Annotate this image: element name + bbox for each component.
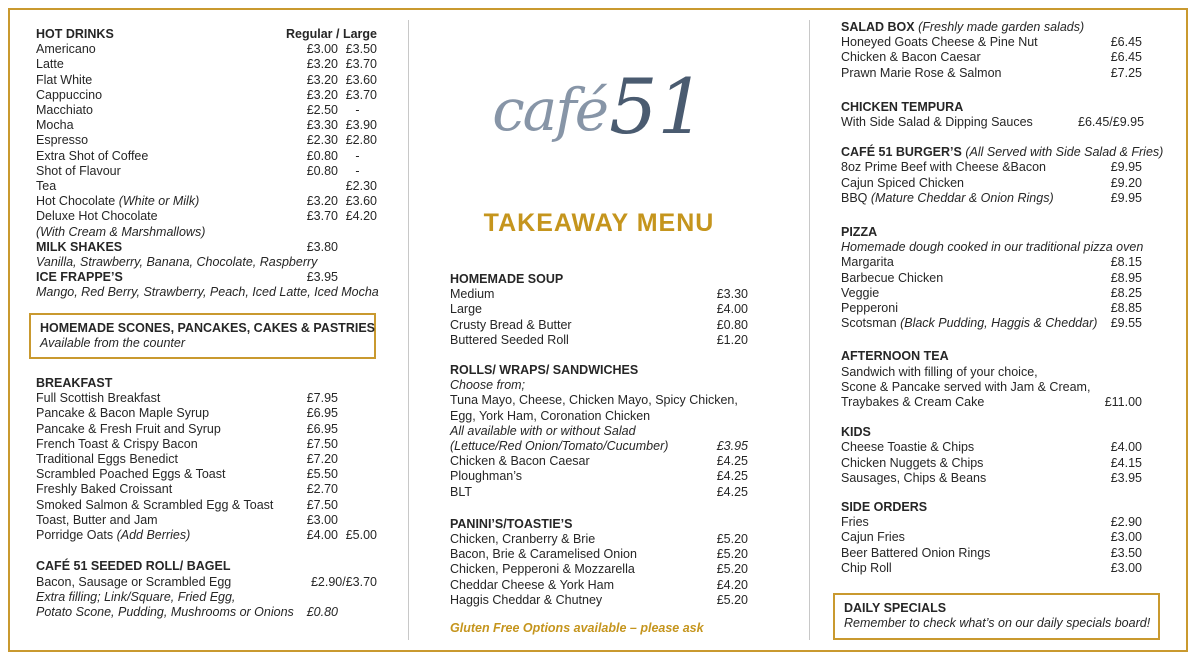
section-title-row: [841, 20, 1142, 35]
item-price: [338, 513, 377, 528]
item-name: Potato Scone, Pudding, Mushrooms or Onions: [36, 604, 294, 619]
item-name: Fries: [841, 515, 869, 530]
section-title: CHICKEN TEMPURA: [841, 99, 964, 114]
item-price: [338, 482, 377, 497]
menu-section: [36, 240, 377, 270]
menu-item-row: [841, 440, 1142, 455]
item-price: £3.30: [716, 287, 748, 302]
item-price: £5.50: [306, 467, 338, 482]
menu-item-row: [450, 547, 748, 562]
section-title-row: [36, 376, 377, 391]
item-name: Chicken & Bacon Caesar: [841, 50, 981, 65]
item-name: Cheese Toastie & Chips: [841, 440, 975, 455]
item-name: Extra Shot of Coffee: [36, 148, 149, 163]
item-price: £3.50: [345, 42, 377, 57]
section-title: HOMEMADE SCONES, PANCAKES, CAKES & PASTRIES: [40, 320, 375, 335]
menu-item-row: [841, 271, 1142, 286]
item-name: Deluxe Hot Chocolate: [36, 209, 158, 224]
menu-section: [841, 425, 1142, 486]
item-price: £5.20: [716, 562, 748, 577]
menu-item-row: [450, 424, 748, 439]
middle-sections: [450, 272, 748, 636]
item-name: Toast, Butter and Jam: [36, 512, 158, 527]
spacer: [122, 240, 292, 255]
item-name: Macchiato: [36, 103, 93, 118]
item-price: £9.95: [1110, 160, 1142, 175]
item-price: -: [355, 103, 360, 118]
menu-section: [36, 559, 377, 620]
menu-item-row: [36, 118, 377, 133]
menu-item-row: [450, 287, 748, 302]
spacer: [123, 270, 292, 285]
item-price: [338, 422, 377, 437]
menu-item-row: [36, 482, 377, 497]
section-title: MILK SHAKES: [36, 239, 123, 254]
item-price: £7.20: [306, 452, 338, 467]
item-name: 8oz Prime Beef with Cheese &Bacon: [841, 160, 1046, 175]
menu-item-row: [841, 380, 1142, 395]
section-title-note: (Freshly made garden salads): [914, 20, 1085, 34]
menu-item-row: [844, 616, 1149, 631]
item-price: £3.95: [1110, 470, 1142, 485]
item-name: Large: [450, 302, 482, 317]
item-name: Honeyed Goats Cheese & Pine Nut: [841, 35, 1038, 50]
item-name: (Lettuce/Red Onion/Tomato/Cucumber): [450, 439, 669, 454]
section-title-row: [841, 100, 1142, 115]
section-title: KIDS: [841, 425, 871, 440]
item-name: Chicken, Pepperoni & Mozzarella: [450, 562, 635, 577]
item-price: £3.95: [716, 439, 748, 454]
item-name: Scotsman (Black Pudding, Haggis & Cheddar): [841, 316, 1098, 331]
menu-item-row: [36, 164, 377, 179]
menu-item-row: [450, 318, 748, 333]
takeaway-menu-title: TAKEAWAY MENU: [483, 209, 715, 237]
item-price: £8.15: [1110, 255, 1142, 270]
item-name: Flat White: [36, 72, 93, 87]
item-price: £0.80: [716, 317, 748, 332]
item-name: Mango, Red Berry, Strawberry, Peach, Iced Latte, Iced Mocha: [36, 285, 379, 300]
menu-section: [450, 272, 748, 348]
menu-item-row: [36, 422, 377, 437]
item-price: £3.20: [306, 57, 338, 72]
item-name: Beer Battered Onion Rings: [841, 545, 991, 560]
menu-item-row: [841, 191, 1142, 206]
menu-item-row: [841, 176, 1142, 191]
menu-section: [29, 313, 376, 359]
menu-item-row: [450, 393, 748, 408]
section-title: CAFÉ 51 BURGER’S: [841, 145, 962, 160]
item-price: £3.00: [1110, 530, 1142, 545]
item-price: £5.20: [716, 592, 748, 607]
menu-item-row: [841, 115, 1145, 130]
item-name: Margarita: [841, 255, 894, 270]
section-title: HOT DRINKS: [36, 27, 114, 41]
menu-item-row: [841, 365, 1142, 380]
menu-item-row: [450, 593, 748, 608]
item-name: Pepperoni: [841, 301, 898, 316]
menu-section: [841, 349, 1142, 410]
item-note: (Mature Cheddar & Onion Rings): [867, 190, 1054, 205]
menu-item-row: [450, 485, 748, 500]
menu-section: [841, 145, 1164, 206]
menu-item-row: [841, 546, 1142, 561]
menu-item-row: [450, 378, 748, 393]
item-price: £1.20: [716, 332, 748, 347]
item-name: Sandwich with filling of your choice,: [841, 364, 1038, 379]
item-name: Crusty Bread & Butter: [450, 317, 572, 332]
item-name: Sausages, Chips & Beans: [841, 470, 987, 485]
item-name: Chicken & Bacon Caesar: [450, 454, 590, 469]
item-name: Hot Chocolate (White or Milk): [36, 194, 200, 209]
item-price: £7.95: [306, 391, 338, 406]
section-title-row: [841, 145, 1164, 160]
menu-section: [36, 27, 377, 240]
item-name: Cajun Fries: [841, 530, 905, 545]
section-title: BREAKFAST: [36, 376, 113, 391]
item-name: Tuna Mayo, Cheese, Chicken Mayo, Spicy Chicken,: [450, 393, 738, 408]
item-price: [292, 179, 338, 194]
menu-item-row: [36, 225, 377, 240]
left-column: [36, 27, 377, 620]
column-divider-right: [809, 20, 810, 640]
item-price: £0.80: [306, 148, 338, 163]
section-title: PIZZA: [841, 225, 878, 240]
item-price: £3.00: [1110, 560, 1142, 575]
item-price: £8.25: [1110, 285, 1142, 300]
column-divider-left: [408, 20, 409, 640]
menu-item-row: [450, 562, 748, 577]
item-price: £4.00: [716, 302, 748, 317]
item-price: £6.45/£9.95: [1078, 115, 1145, 130]
item-price: £7.50: [306, 436, 338, 451]
item-price: £6.45: [1110, 50, 1142, 65]
menu-item-row: [36, 73, 377, 88]
section-title-row: [841, 500, 1142, 515]
menu-item-row: [36, 57, 377, 72]
item-price: £6.95: [306, 406, 338, 421]
item-price: £5.00: [345, 528, 377, 543]
item-price: £3.20: [306, 194, 338, 209]
item-price: [338, 270, 377, 285]
item-name: BLT: [450, 484, 472, 499]
item-note: (Black Pudding, Haggis & Cheddar): [896, 316, 1098, 331]
item-name: (With Cream & Marshmallows): [36, 224, 206, 239]
item-name: Americano: [36, 42, 96, 57]
item-price: £3.70: [306, 209, 338, 224]
item-price: £9.20: [1110, 175, 1142, 190]
menu-section: [841, 225, 1142, 331]
item-price: [338, 498, 377, 513]
menu-item-row: [36, 88, 377, 103]
item-price: £7.25: [1110, 65, 1142, 80]
section-title: DAILY SPECIALS: [844, 601, 947, 616]
item-price: £3.20: [306, 87, 338, 102]
item-name: Extra filling; Link/Square, Fried Egg,: [36, 589, 236, 604]
section-title: ROLLS/ WRAPS/ SANDWICHES: [450, 363, 639, 378]
logo-51-text: 51: [609, 61, 706, 151]
menu-item-row: [36, 103, 377, 118]
item-price: [338, 391, 377, 406]
menu-item-row: [841, 240, 1142, 255]
menu-section: [833, 593, 1160, 639]
item-name: Homemade dough cooked in our traditional pizza oven: [841, 240, 1144, 255]
item-name: Bacon, Sausage or Scrambled Egg: [36, 574, 232, 589]
menu-item-row: [841, 316, 1142, 331]
item-price: £4.00: [306, 528, 338, 543]
item-price: £5.20: [716, 547, 748, 562]
menu-item-row: [36, 391, 377, 406]
item-name: Cajun Spiced Chicken: [841, 175, 964, 190]
item-name: Remember to check what’s on our daily specials board!: [844, 616, 1151, 631]
menu-section: [36, 376, 377, 543]
item-price: £11.00: [1104, 395, 1142, 410]
menu-section: [450, 517, 748, 608]
item-name: Pancake & Fresh Fruit and Syrup: [36, 421, 221, 436]
item-price: £9.55: [1110, 316, 1142, 331]
item-name: Medium: [450, 287, 495, 302]
menu-item-row: [36, 194, 377, 209]
item-name: Buttered Seeded Roll: [450, 332, 569, 347]
item-price: £5.20: [716, 532, 748, 547]
menu-item-row: [40, 336, 365, 351]
item-price: £4.15: [1110, 455, 1142, 470]
item-name: Smoked Salmon & Scrambled Egg & Toast: [36, 497, 274, 512]
menu-item-row: [36, 406, 377, 421]
section-title-row: [36, 559, 377, 574]
item-price: £3.50: [1110, 545, 1142, 560]
item-price: £8.85: [1110, 301, 1142, 316]
item-name: Freshly Baked Croissant: [36, 482, 173, 497]
item-price: £2.80: [345, 133, 377, 148]
right-column: [841, 20, 1164, 640]
menu-section: [450, 363, 748, 500]
item-name: Barbecue Chicken: [841, 270, 944, 285]
menu-item-row: [450, 469, 748, 484]
item-price: £6.45: [1110, 35, 1142, 50]
menu-item-row: [841, 395, 1142, 410]
item-price: £3.95: [306, 270, 338, 285]
item-price: £7.50: [306, 497, 338, 512]
item-name: Haggis Cheddar & Chutney: [450, 592, 603, 607]
menu-item-row: [36, 437, 377, 452]
item-name: Scone & Pancake served with Jam & Cream,: [841, 379, 1091, 394]
item-name: French Toast & Crispy Bacon: [36, 436, 198, 451]
item-price: £3.90: [345, 118, 377, 133]
menu-item-row: [450, 409, 748, 424]
menu-item-row: [36, 590, 377, 605]
item-price: [338, 437, 377, 452]
item-price: £2.90/£3.70: [310, 574, 377, 589]
item-name: Egg, York Ham, Coronation Chicken: [450, 408, 651, 423]
menu-item-row: [36, 575, 377, 590]
item-price: £3.60: [345, 194, 377, 209]
item-price: [338, 406, 377, 421]
item-name: Ploughman’s: [450, 469, 523, 484]
section-title-row: [450, 272, 748, 287]
section-title-row: [841, 425, 1142, 440]
menu-section: [841, 99, 1145, 130]
item-price: £3.00: [306, 512, 338, 527]
item-name: Porridge Oats (Add Berries): [36, 528, 191, 543]
middle-column: [450, 24, 748, 636]
section-title: HOMEMADE SOUP: [450, 272, 564, 286]
menu-item-row: [36, 513, 377, 528]
item-name: Bacon, Brie & Caramelised Onion: [450, 547, 637, 562]
item-name: With Side Salad & Dipping Sauces: [841, 115, 1033, 130]
menu-item-row: [450, 532, 748, 547]
menu-item-row: [841, 530, 1142, 545]
item-price: £4.00: [1110, 440, 1142, 455]
price-columns-header: Regular / Large: [286, 27, 377, 41]
section-title: SALAD BOX: [841, 20, 915, 34]
menu-item-row: [841, 255, 1142, 270]
item-price: -: [355, 148, 360, 163]
menu-item-row: [841, 286, 1142, 301]
item-name: Vanilla, Strawberry, Banana, Chocolate, Raspberry: [36, 255, 318, 270]
item-price: £2.90: [1110, 515, 1142, 530]
item-note: (Add Berries): [113, 528, 191, 543]
item-price: £2.50: [306, 103, 338, 118]
menu-section: [841, 500, 1142, 576]
menu-item-row: [841, 160, 1142, 175]
menu-item-row: [36, 528, 377, 543]
item-price: £2.70: [306, 482, 338, 497]
section-title-row: [36, 27, 377, 42]
item-name: Chicken Nuggets & Chips: [841, 455, 984, 470]
item-price: [338, 605, 377, 620]
item-price: £8.95: [1110, 270, 1142, 285]
item-price: £3.60: [345, 72, 377, 87]
section-title: ICE FRAPPE’S: [36, 270, 123, 285]
menu-item-row: [841, 301, 1142, 316]
section-title-row: [450, 517, 748, 532]
section-title-row: [841, 225, 1142, 240]
menu-item-row: [450, 439, 748, 454]
item-name: Prawn Marie Rose & Salmon: [841, 65, 1002, 80]
menu-item-row: [36, 498, 377, 513]
item-price: £3.00: [306, 42, 338, 57]
menu-item-row: [36, 179, 377, 194]
menu-item-row: [841, 515, 1142, 530]
item-name: Scrambled Poached Eggs & Toast: [36, 467, 226, 482]
item-name: Chip Roll: [841, 560, 892, 575]
menu-item-row: [36, 209, 377, 224]
item-name: Cheddar Cheese & York Ham: [450, 577, 614, 592]
item-name: All available with or without Salad: [450, 423, 636, 438]
item-price: -: [355, 163, 360, 178]
section-title-row: [36, 240, 377, 255]
item-name: BBQ (Mature Cheddar & Onion Rings): [841, 190, 1054, 205]
item-price: £9.95: [1110, 190, 1142, 205]
item-price: [338, 240, 377, 255]
menu-item-row: [841, 561, 1142, 576]
item-name: Espresso: [36, 133, 89, 148]
menu-item-row: [450, 454, 748, 469]
cafe51-logo: [450, 24, 748, 196]
menu-item-row: [36, 452, 377, 467]
item-price: £3.80: [306, 239, 338, 254]
section-title: AFTERNOON TEA: [841, 349, 949, 364]
item-price: £3.70: [345, 57, 377, 72]
item-name: Latte: [36, 57, 64, 72]
menu-section: [841, 20, 1142, 81]
item-name: Veggie: [841, 285, 880, 300]
item-name: Tea: [36, 179, 57, 194]
item-price: £2.30: [345, 179, 377, 194]
menu-item-row: [841, 456, 1142, 471]
item-price: £4.20: [345, 209, 377, 224]
item-price: £2.30: [306, 133, 338, 148]
menu-item-row: [841, 35, 1142, 50]
menu-item-row: [841, 471, 1142, 486]
section-title-row: [40, 320, 375, 336]
item-price: £0.80: [306, 163, 338, 178]
item-name: Shot of Flavour: [36, 163, 121, 178]
menu-item-row: [841, 50, 1142, 65]
section-title: CAFÉ 51 SEEDED ROLL/ BAGEL: [36, 559, 231, 574]
item-name: Traybakes & Cream Cake: [841, 395, 985, 410]
menu-item-row: [36, 42, 377, 57]
item-price: £4.25: [716, 484, 748, 499]
item-price: £4.25: [716, 469, 748, 484]
item-price: [338, 467, 377, 482]
section-title-note: (All Served with Side Salad & Fries): [961, 145, 1164, 160]
item-name: Cappuccino: [36, 87, 103, 102]
item-name: Mocha: [36, 118, 74, 133]
item-price: [338, 452, 377, 467]
menu-item-row: [36, 149, 377, 164]
section-title: PANINI’S/TOASTIE’S: [450, 516, 573, 531]
logo-cafe-text: café: [492, 76, 608, 144]
menu-item-row: [36, 467, 377, 482]
item-name: Pancake & Bacon Maple Syrup: [36, 406, 210, 421]
item-price: £3.70: [345, 87, 377, 102]
menu-item-row: [450, 578, 748, 593]
gluten-free-note: Gluten Free Options available – please ask: [450, 621, 704, 636]
menu-item-row: [36, 285, 377, 300]
section-title-row: [450, 363, 748, 378]
item-name: Choose from;: [450, 378, 526, 393]
menu-item-row: [36, 133, 377, 148]
menu-section: [36, 270, 377, 300]
section-title-row: [844, 601, 1149, 616]
menu-item-row: [450, 302, 748, 317]
menu-item-row: [841, 66, 1142, 81]
item-price: £0.80: [306, 604, 338, 619]
item-price: £4.25: [716, 454, 748, 469]
item-price: £3.30: [306, 118, 338, 133]
item-price: £4.20: [716, 577, 748, 592]
menu-item-row: [450, 333, 748, 348]
section-title-row: [36, 270, 377, 285]
section-title-row: [841, 349, 1142, 364]
section-title: SIDE ORDERS: [841, 500, 928, 515]
menu-item-row: [36, 255, 377, 270]
item-name: Full Scottish Breakfast: [36, 391, 161, 406]
item-name: Chicken, Cranberry & Brie: [450, 532, 596, 547]
item-note: (White or Milk): [115, 194, 200, 209]
menu-item-row: [36, 605, 377, 620]
item-price: £6.95: [306, 421, 338, 436]
item-price: £3.20: [306, 72, 338, 87]
item-name: Available from the counter: [40, 335, 185, 350]
item-name: Traditional Eggs Benedict: [36, 452, 178, 467]
